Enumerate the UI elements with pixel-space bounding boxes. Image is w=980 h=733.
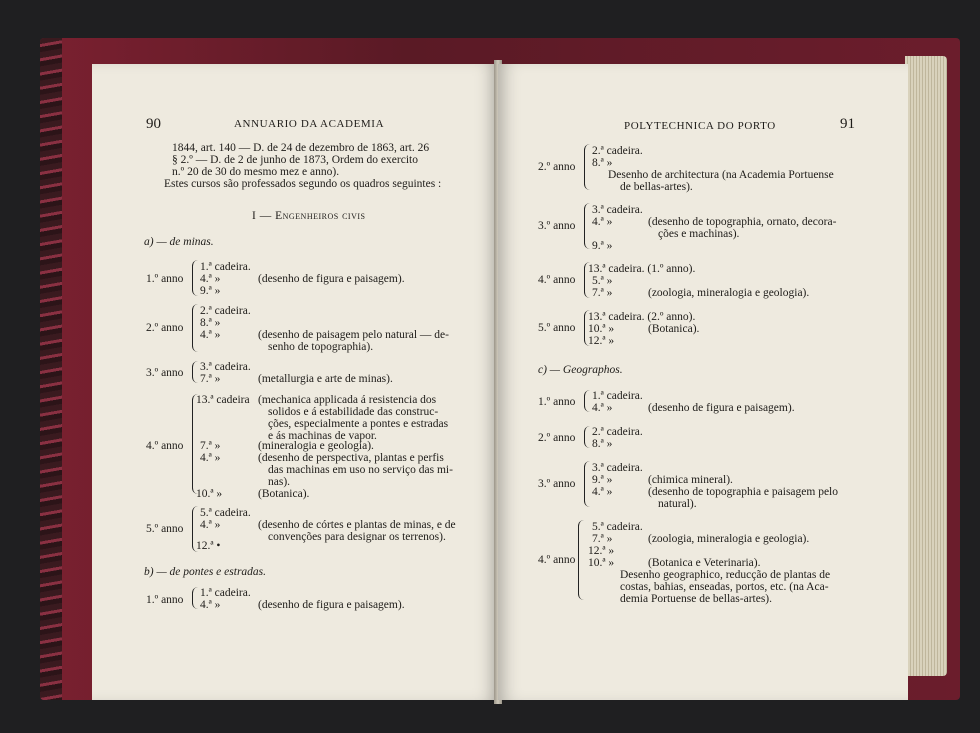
chair-description: natural). [658, 498, 697, 510]
chair-description: ções e machinas). [658, 228, 740, 240]
brace [192, 587, 198, 609]
chair-description: (desenho de figura e paisagem). [648, 402, 795, 414]
year-label: 5.º anno [146, 523, 184, 535]
year-label: 2.º anno [538, 432, 576, 444]
chair-description: (desenho de topographia, ornato, decora- [648, 216, 837, 228]
brace [192, 260, 198, 296]
chair-description: senho de topographia). [268, 341, 374, 353]
chair: 4.ª » [200, 452, 221, 464]
chair-description: costas, bahias, enseadas, portos, etc. (na Aca- [620, 581, 829, 593]
chair: 3.ª cadeira. [592, 462, 643, 474]
chair: 2.ª cadeira. [592, 426, 643, 438]
chair-description: (desenho de figura e paisagem). [258, 599, 405, 611]
chair: 4.ª » [200, 519, 221, 531]
chair: 7.ª » [200, 440, 221, 452]
chair-description: (zoologia, mineralogia e geologia). [648, 533, 810, 545]
chair: 4.ª » [200, 273, 221, 285]
chair: 7.ª » [592, 287, 613, 299]
brace [584, 203, 590, 249]
intro-line: n.º 20 de 30 do mesmo mez e anno). [172, 166, 340, 178]
chair: 12.ª » [588, 335, 615, 347]
year-label: 3.º anno [146, 367, 184, 379]
chair: 8.ª » [592, 157, 613, 169]
year-label: 3.º anno [538, 220, 576, 232]
year-label: 1.º anno [146, 594, 184, 606]
chair-description: e ás machinas de vapor. [268, 430, 377, 442]
chair: 4.ª » [592, 216, 613, 228]
chair: 2.ª cadeira. [592, 145, 643, 157]
year-label: 4.º anno [538, 554, 576, 566]
year-label: 4.º anno [538, 274, 576, 286]
intro-line: 1844, art. 140 — D. de 24 de dezembro de 1863, art. 26 [172, 142, 430, 154]
chair: 9.ª » [592, 474, 613, 486]
year-label: 2.º anno [538, 161, 576, 173]
chair-description: (mineralogia e geologia). [258, 440, 374, 452]
chair: 1.ª cadeira. [200, 587, 251, 599]
chair: 5.ª cadeira. [200, 507, 251, 519]
chair: 4.ª » [200, 599, 221, 611]
intro-line: § 2.º — D. de 2 de junho de 1873, Ordem do exercito [172, 154, 418, 166]
chair: 13.ª cadeira [196, 394, 250, 406]
chair-description: (desenho de topographia e paisagem pelo [648, 486, 839, 498]
chair-description: (desenho de figura e paisagem). [258, 273, 405, 285]
chair-description: ções, especialmente a pontes e estradas [268, 418, 449, 430]
chair: 5.ª » [592, 275, 613, 287]
chair: 9.ª » [592, 240, 613, 252]
chair-description: Desenho de architectura (na Academia Portuense [608, 169, 834, 181]
year-label: 3.º anno [538, 478, 576, 490]
brace [584, 461, 590, 507]
chair-description: (Botanica). [258, 488, 310, 500]
chair: 13.ª cadeira. (2.º anno). [588, 311, 696, 323]
year-label: 2.º anno [146, 322, 184, 334]
brace [584, 426, 590, 448]
chair-description: (metallurgia e arte de minas). [258, 373, 393, 385]
brace [584, 144, 590, 190]
chair: 5.ª cadeira. [592, 521, 643, 533]
brace [192, 304, 198, 352]
subsection-heading: a) — de minas. [144, 236, 214, 248]
brace [192, 394, 198, 494]
chair: 4.ª » [592, 486, 613, 498]
chair: 10.ª » [588, 323, 615, 335]
chair: 8.ª » [200, 317, 221, 329]
chair-description: (Botanica e Veterinaria). [648, 557, 761, 569]
chair: 2.ª cadeira. [200, 305, 251, 317]
right-page [498, 64, 908, 700]
running-head: POLYTECHNICA DO PORTO [624, 120, 776, 132]
page-edges [905, 56, 947, 676]
chair-description: demia Portuense de bellas-artes). [620, 593, 772, 605]
section-heading: I — Engenheiros civis [252, 210, 366, 222]
chair-description: (chimica mineral). [648, 474, 733, 486]
chair-description: (Botanica). [648, 323, 700, 335]
intro-line: Estes cursos são professados segundo os quadros seguintes : [164, 178, 442, 190]
chair-description: convenções para designar os terrenos). [268, 531, 446, 543]
chair: 13.ª cadeira. (1.º anno). [588, 263, 696, 275]
brace [192, 361, 198, 383]
chair-description: Desenho geographico, reducção de plantas de [620, 569, 831, 581]
chair: 1.ª cadeira. [200, 261, 251, 273]
year-label: 1.º anno [538, 396, 576, 408]
brace [578, 520, 584, 600]
chair-description: (mechanica applicada á resistencia dos [258, 394, 437, 406]
chair: 7.ª » [200, 373, 221, 385]
chair: 8.ª » [592, 438, 613, 450]
chair-description: solidos e á estabilidade das construc- [268, 406, 439, 418]
chair: 10.ª » [588, 557, 615, 569]
left-page [92, 64, 498, 700]
chair: 4.ª » [200, 329, 221, 341]
chair: 7.ª » [592, 533, 613, 545]
running-head: ANNUARIO DA ACADEMIA [234, 118, 385, 130]
subsection-heading: b) — de pontes e estradas. [144, 566, 267, 578]
brace [584, 390, 590, 412]
year-label: 4.º anno [146, 440, 184, 452]
year-label: 1.º anno [146, 273, 184, 285]
chair: 1.ª cadeira. [592, 390, 643, 402]
chair-description: (zoologia, mineralogia e geologia). [648, 287, 810, 299]
subsection-heading: c) — Geographos. [538, 364, 623, 376]
chair-description: (desenho de córtes e plantas de minas, e de [258, 519, 456, 531]
year-label: 5.º anno [538, 322, 576, 334]
chair: 3.ª cadeira. [200, 361, 251, 373]
chair-description: das machinas em uso no serviço das mi- [268, 464, 453, 476]
chair: 9.ª » [200, 285, 221, 297]
chair: 3.ª cadeira. [592, 204, 643, 216]
chair: 10.ª » [196, 488, 223, 500]
chair-description: (desenho de perspectiva, plantas e perfis [258, 452, 444, 464]
chair: 4.ª » [592, 402, 613, 414]
chair: 12.ª » [588, 545, 615, 557]
chair-description: (desenho de paisagem pelo natural — de- [258, 329, 449, 341]
chair: 12.ª • [196, 540, 221, 552]
chair-description: nas). [268, 476, 291, 488]
chair-description: de bellas-artes). [620, 181, 693, 193]
page-number: 90 [146, 116, 161, 132]
page-number: 91 [840, 116, 855, 132]
